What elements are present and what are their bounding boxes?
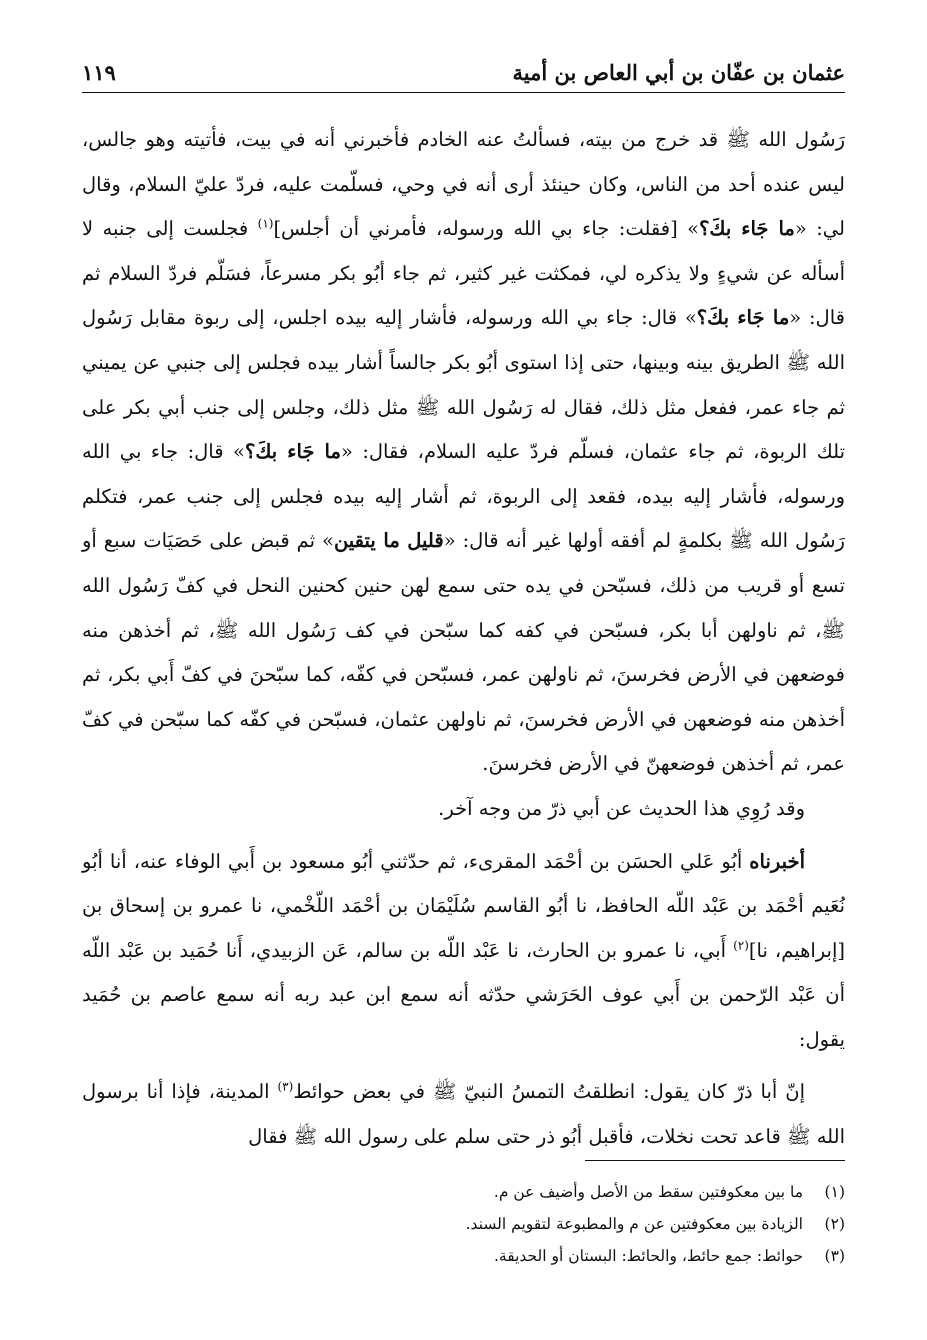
footnote-text: الزيادة بين معكوفتين عن م والمطبوعة لتقويم السند. <box>465 1215 803 1233</box>
page-header <box>82 52 845 92</box>
main-text <box>82 118 845 1160</box>
footnote-3 <box>82 1240 845 1272</box>
footnote-number: (١) <box>824 1183 845 1201</box>
footnote-number: (٣) <box>824 1247 845 1265</box>
quoted-speech: ما جَاء بكَ؟ <box>244 440 341 464</box>
footnote-1 <box>82 1176 845 1208</box>
quoted-speech: ما جَاء بكَ؟ <box>699 217 795 241</box>
running-title: عثمان بن عفّان بن أبي العاص بن أمية <box>512 60 845 85</box>
paragraph-1: رَسُول الله ﷺ قد خرج من بيته، فسألتُ عنه الخادم فأخبرني أنه في بيت، فأتيته وهو جالس، ليس عنده أحد من الناس، وكان حينئذ أرى أنه في وحي، فسلّمت عليه، فردّ عليّ السلام، وقال لي: «ما جَاء بكَ؟» [فقلت: جاء بي الله ورسوله، فأمرني أن أجلس]$^{(١)}$ فجلست إلى جنبه لا أسأله عن شيءٍ ولا يذكره لي، فمكثت غير كثير، ثم جاء أبُو بكر مسرعاً، فسَلّم فردّ السلام ثم قال: «ما جَاء بكَ؟» قال: جاء بي الله ورسوله، فأشار إليه بيده اجلس، إلى ربوة مقابل رَسُول الله ﷺ الطريق بينه وبينها، حتى إذا استوى أبُو بكر جالساً أشار بيده فجلس إلى جنبي عن يميني ثم جاء عمر، ففعل مثل ذلك، فقال له رَسُول الله ﷺ مثل ذلك، وجلس إلى جنب أبي بكر على تلك الربوة، ثم جاء عثمان، فسلّم فردّ عليه السلام، فقال: «ما جَاء بكَ؟» قال: جاء بي الله ورسوله، فأشار إليه بيده، فقعد إلى الربوة، ثم أشار إليه بيده فجلس إلى جنب عمر، فتكلم رَسُول الله ﷺ بكلمةٍ لم أفقه أولها غير أنه قال: «قليل ما يتقين» ثم قبض على حَصَيَات سبع أو تسع أو قريب من ذلك، فسبّحن في يده حتى سمع لهن حنين كحنين النحل في كفّ رَسُول الله ﷺ، ثم ناولهن أبا بكر، فسبّحن في كفه كما سبّحن في كف رَسُول الله ﷺ، ثم أخذهن منه فوضعهن في الأرض فخرسنَ، ثم ناولهن عمر، فسبّحن في كفّه، كما سبّحنَ في كفّ أَبي بكر، ثم أخذهن منه فوضعهن في الأرض فخرسنَ، ثم ناولهن عثمان، فسبّحن في كفّه كما سبّحن في كفّ عمر، ثم أخذهن فوضعهنّ في الأرض فخرسنَ. <box>82 128 846 776</box>
page-number: ١١٩ <box>82 60 116 85</box>
paragraph-3: أخبرناه أبُو عَلي الحسَن بن أحْمَد المقرىء، ثم حدّثني أبُو مسعود بن أَبي الوفاء عنه، أنا أبُو نُعَيم أحْمَد بن عَبْد اللّه الحافظ، نا أبُو القاسم سُلَيْمَان بن أحْمَد اللّخْمي، نا عمرو بن إسحاق بن [إبراهيم، نا]$^{(٢)}$ أَبي، نا عمرو بن الحارث، نا عَبْد اللّه بن سالم، عَن الزبيدي، أَنا حُمَيد بن عَبْد اللّه أن عَبْد الرّحمن بن أَبي عوف الحَرَشي حدّثه أنه سمع ابن عبد ربه أنه سمع عاصم بن حُمَيد يقول: <box>82 849 845 1051</box>
header-rule <box>82 92 845 93</box>
quoted-speech: قليل ما يتقين <box>333 529 444 553</box>
footnote-rule <box>585 1160 845 1161</box>
isnad-keyword: أخبرناه <box>749 849 805 873</box>
footnote-2 <box>82 1208 845 1240</box>
footnotes <box>82 1176 845 1272</box>
footnote-ref-1: (١) <box>257 216 274 231</box>
footnote-ref-2: (٢) <box>733 938 749 953</box>
paragraph-2: وقد رُوِي هذا الحديث عن أبي ذرّ من وجه آخر. <box>438 796 805 820</box>
paragraph-4: إنّ أبا ذرّ كان يقول: انطلقتُ التمسُ النبيّ ﷺ في بعض حوائط$^{(٣)}$ المدينة، فإذا أنا برسول الله ﷺ قاعد تحت نخلات، فأقبل أبُو ذر حتى سلم على رسول الله ﷺ فقال <box>82 1079 845 1149</box>
footnote-text: ما بين معكوفتين سقط من الأصل وأضيف عن م. <box>493 1183 803 1201</box>
footnote-number: (٢) <box>824 1215 845 1233</box>
footnote-ref-3: (٣) <box>277 1079 294 1094</box>
quoted-speech: ما جَاء بكَ؟ <box>696 306 790 330</box>
footnote-text: حوائط: جمع حائط، والحائط: البستان أو الحديقة. <box>494 1247 803 1265</box>
